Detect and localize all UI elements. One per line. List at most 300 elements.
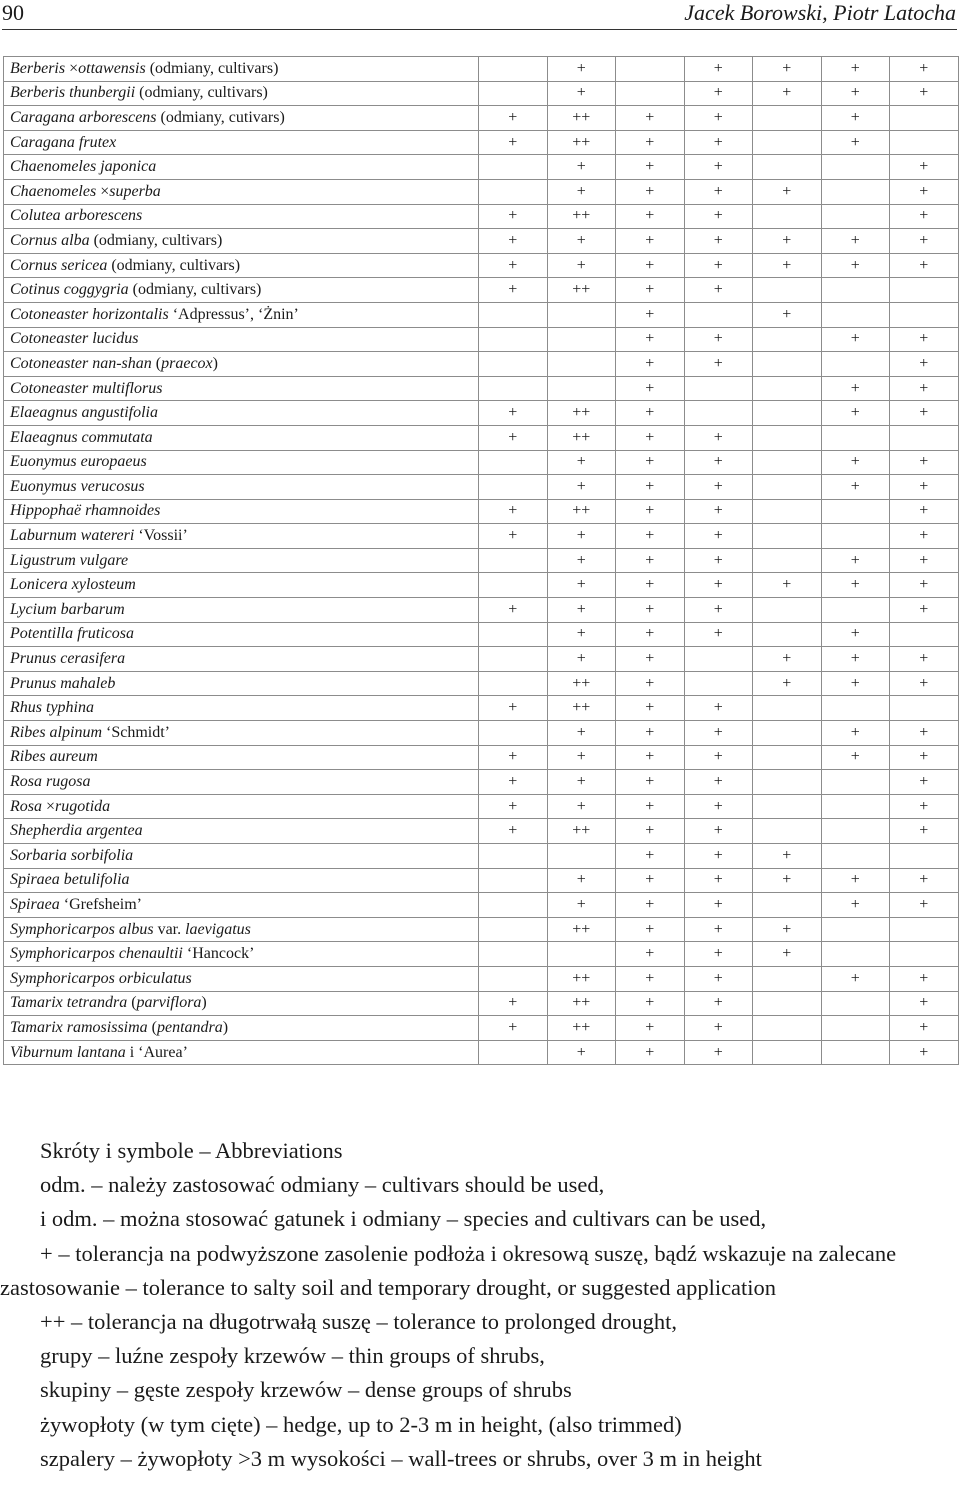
tolerance-cell	[684, 376, 753, 401]
species-name	[4, 376, 479, 401]
tolerance-cell	[547, 352, 616, 377]
species-name-part: superba	[109, 182, 161, 200]
tolerance-cell: +	[684, 229, 753, 254]
tolerance-cell: +	[684, 204, 753, 229]
page-header	[0, 0, 960, 30]
tolerance-cell: +	[684, 352, 753, 377]
tolerance-cell: +	[684, 475, 753, 500]
tolerance-cell: +	[684, 106, 753, 131]
tolerance-cell: +	[616, 917, 685, 942]
species-name-part: Rosa	[10, 797, 46, 815]
tolerance-cell	[479, 573, 548, 598]
tolerance-cell: +	[684, 868, 753, 893]
tolerance-cell	[753, 425, 822, 450]
tolerance-cell: +	[547, 647, 616, 672]
species-name	[4, 622, 479, 647]
tolerance-cell: +	[684, 499, 753, 524]
species-name-part: Euonymus verucosus	[10, 477, 145, 495]
species-name-part: ×	[46, 797, 56, 815]
tolerance-cell: +	[616, 302, 685, 327]
tolerance-cell: +	[547, 179, 616, 204]
tolerance-cell	[821, 278, 890, 303]
tolerance-cell: +	[890, 229, 959, 254]
species-name-part: Cornus alba	[10, 231, 90, 249]
tolerance-cell	[890, 622, 959, 647]
species-name-part: Lycium barbarum	[10, 600, 125, 618]
tolerance-cell: +	[616, 1016, 685, 1041]
tolerance-cell	[547, 844, 616, 869]
species-table	[3, 56, 959, 1065]
species-name	[4, 598, 479, 623]
species-name-part: Spiraea	[10, 895, 60, 913]
table-row	[4, 179, 959, 204]
tolerance-cell	[753, 991, 822, 1016]
tolerance-cell: +	[890, 573, 959, 598]
tolerance-cell	[616, 81, 685, 106]
table-row	[4, 253, 959, 278]
species-name-part: Cotoneaster nan-shan	[10, 354, 152, 372]
tolerance-cell: +	[684, 81, 753, 106]
species-name	[4, 647, 479, 672]
tolerance-cell	[890, 425, 959, 450]
tolerance-cell: +	[753, 81, 822, 106]
tolerance-cell	[547, 942, 616, 967]
tolerance-cell: +	[547, 81, 616, 106]
tolerance-cell: ++	[547, 819, 616, 844]
tolerance-cell	[821, 352, 890, 377]
tolerance-cell: +	[684, 745, 753, 770]
table-row	[4, 573, 959, 598]
tolerance-cell: +	[684, 917, 753, 942]
tolerance-cell: +	[479, 130, 548, 155]
tolerance-cell: +	[547, 57, 616, 82]
tolerance-cell: +	[684, 696, 753, 721]
table-row	[4, 942, 959, 967]
species-name	[4, 770, 479, 795]
table-row	[4, 696, 959, 721]
table-row	[4, 57, 959, 82]
tolerance-cell	[479, 1040, 548, 1065]
species-name-part: (	[151, 354, 162, 372]
species-name-part: ‘Grefsheim’	[59, 895, 142, 913]
species-name	[4, 327, 479, 352]
table-row	[4, 647, 959, 672]
tolerance-cell: +	[547, 155, 616, 180]
tolerance-cell	[684, 302, 753, 327]
tolerance-cell	[479, 647, 548, 672]
tolerance-cell: +	[684, 794, 753, 819]
tolerance-cell: +	[821, 966, 890, 991]
table-row	[4, 721, 959, 746]
tolerance-cell: +	[890, 721, 959, 746]
table-row	[4, 893, 959, 918]
tolerance-cell: +	[479, 770, 548, 795]
tolerance-cell: +	[547, 253, 616, 278]
tolerance-cell: +	[684, 450, 753, 475]
tolerance-cell	[753, 376, 822, 401]
tolerance-cell: ++	[547, 696, 616, 721]
table-row	[4, 302, 959, 327]
tolerance-cell: ++	[547, 278, 616, 303]
tolerance-cell: +	[684, 819, 753, 844]
species-name-part: ‘Hancock’	[182, 945, 255, 963]
tolerance-cell: +	[821, 671, 890, 696]
tolerance-cell: +	[890, 401, 959, 426]
tolerance-cell: +	[684, 966, 753, 991]
tolerance-cell: +	[547, 868, 616, 893]
tolerance-cell	[479, 966, 548, 991]
table-row	[4, 844, 959, 869]
tolerance-cell: +	[547, 794, 616, 819]
tolerance-cell	[821, 696, 890, 721]
tolerance-cell: ++	[547, 1016, 616, 1041]
tolerance-cell	[753, 1040, 822, 1065]
tolerance-cell	[684, 647, 753, 672]
tolerance-cell: +	[821, 573, 890, 598]
species-name-part: ‘Adpressus’, ‘Żnin’	[168, 305, 299, 323]
table-row	[4, 81, 959, 106]
tolerance-cell: +	[684, 327, 753, 352]
species-name-part: laevigatus	[185, 920, 251, 938]
tolerance-cell: +	[479, 229, 548, 254]
species-name-part: Elaeagnus commutata	[10, 428, 153, 446]
tolerance-cell: +	[616, 671, 685, 696]
table-row	[4, 524, 959, 549]
species-name-part: var.	[153, 920, 186, 938]
legend-plus: + – tolerancja na podwyższone zasolenie podłoża i okresową suszę, bądź wskazuje na zalecane zastosowanie – tolerance to salty soil and temporary drought, or suggested application	[0, 1240, 897, 1300]
tolerance-cell: ++	[547, 991, 616, 1016]
tolerance-cell	[684, 401, 753, 426]
tolerance-cell: +	[890, 1040, 959, 1065]
tolerance-cell	[890, 917, 959, 942]
tolerance-cell: +	[890, 794, 959, 819]
tolerance-cell	[753, 524, 822, 549]
species-name-part: parviflora	[136, 994, 202, 1012]
species-name	[4, 745, 479, 770]
species-name-part: Shepherdia argentea	[10, 822, 143, 840]
tolerance-cell: +	[684, 770, 753, 795]
tolerance-cell	[479, 868, 548, 893]
tolerance-cell: ++	[547, 130, 616, 155]
tolerance-cell: +	[753, 844, 822, 869]
table-row	[4, 548, 959, 573]
table-row	[4, 794, 959, 819]
species-name-part: Berberis thunbergii	[10, 84, 136, 102]
table-row	[4, 671, 959, 696]
tolerance-cell: +	[753, 917, 822, 942]
table-row	[4, 130, 959, 155]
tolerance-cell: +	[616, 598, 685, 623]
species-name-part: Ribes alpinum	[10, 723, 102, 741]
tolerance-cell: +	[821, 475, 890, 500]
tolerance-cell: +	[479, 794, 548, 819]
species-name	[4, 671, 479, 696]
tolerance-cell: +	[616, 450, 685, 475]
tolerance-cell	[821, 942, 890, 967]
tolerance-cell: +	[616, 179, 685, 204]
tolerance-cell: +	[684, 130, 753, 155]
species-name-part: Ligustrum vulgare	[10, 551, 129, 569]
tolerance-cell: +	[753, 57, 822, 82]
tolerance-cell: +	[547, 475, 616, 500]
tolerance-cell	[753, 204, 822, 229]
species-name-part: Symphoricarpos orbiculatus	[10, 969, 192, 987]
tolerance-cell: +	[821, 253, 890, 278]
tolerance-cell: +	[753, 179, 822, 204]
tolerance-cell: +	[821, 106, 890, 131]
tolerance-cell	[753, 696, 822, 721]
tolerance-cell	[479, 179, 548, 204]
species-name-part: Spiraea betulifolia	[10, 871, 130, 889]
tolerance-cell: +	[616, 425, 685, 450]
tolerance-cell: +	[890, 155, 959, 180]
running-head-authors: Jacek Borowski, Piotr Latocha	[684, 0, 956, 25]
tolerance-cell: +	[616, 696, 685, 721]
tolerance-cell: +	[547, 524, 616, 549]
species-name	[4, 475, 479, 500]
table-row	[4, 1040, 959, 1065]
species-name-part: (odmiany, cultivars)	[128, 281, 262, 299]
tolerance-cell: ++	[547, 917, 616, 942]
tolerance-cell: +	[616, 524, 685, 549]
tolerance-cell: +	[479, 819, 548, 844]
species-table-body	[4, 57, 959, 1065]
tolerance-cell: +	[684, 893, 753, 918]
tolerance-cell	[479, 376, 548, 401]
tolerance-cell	[479, 721, 548, 746]
tolerance-cell: +	[890, 893, 959, 918]
tolerance-cell: +	[547, 622, 616, 647]
header-rule	[2, 29, 957, 30]
tolerance-cell: +	[890, 548, 959, 573]
tolerance-cell: +	[616, 229, 685, 254]
species-name	[4, 524, 479, 549]
tolerance-cell: +	[616, 548, 685, 573]
tolerance-cell	[890, 278, 959, 303]
species-name-part: i ‘Aurea’	[125, 1043, 188, 1061]
tolerance-cell: +	[479, 991, 548, 1016]
tolerance-cell: +	[890, 598, 959, 623]
tolerance-cell: +	[821, 376, 890, 401]
table-row	[4, 917, 959, 942]
species-name-part: Prunus mahaleb	[10, 674, 116, 692]
tolerance-cell: +	[684, 573, 753, 598]
tolerance-cell	[753, 966, 822, 991]
tolerance-cell	[821, 917, 890, 942]
tolerance-cell	[753, 598, 822, 623]
tolerance-cell	[479, 917, 548, 942]
tolerance-cell: +	[547, 548, 616, 573]
species-name	[4, 696, 479, 721]
tolerance-cell: +	[479, 1016, 548, 1041]
tolerance-cell	[479, 622, 548, 647]
tolerance-cell: +	[890, 352, 959, 377]
tolerance-cell: +	[684, 253, 753, 278]
tolerance-cell	[479, 844, 548, 869]
tolerance-cell: +	[479, 696, 548, 721]
species-name-part: ×	[100, 182, 110, 200]
tolerance-cell	[479, 302, 548, 327]
species-name-part: Potentilla fruticosa	[10, 625, 134, 643]
table-row	[4, 598, 959, 623]
species-name-part: Euonymus europaeus	[10, 453, 147, 471]
tolerance-cell	[753, 1016, 822, 1041]
table-row	[4, 352, 959, 377]
tolerance-cell: +	[890, 450, 959, 475]
tolerance-cell	[479, 671, 548, 696]
legend-grupy: grupy – luźne zespoły krzewów – thin groups of shrubs,	[40, 1343, 545, 1369]
species-name	[4, 573, 479, 598]
tolerance-cell: ++	[547, 106, 616, 131]
species-name-part: Elaeagnus angustifolia	[10, 404, 158, 422]
tolerance-cell: +	[821, 57, 890, 82]
species-name-part: rugotida	[55, 797, 111, 815]
table-row	[4, 204, 959, 229]
species-name-part: (odmiany, cultivars)	[89, 231, 223, 249]
species-name	[4, 229, 479, 254]
species-name-part: (	[147, 1018, 157, 1036]
tolerance-cell: +	[890, 179, 959, 204]
tolerance-cell	[753, 401, 822, 426]
tolerance-cell: +	[684, 721, 753, 746]
tolerance-cell: +	[616, 155, 685, 180]
tolerance-cell: +	[616, 204, 685, 229]
tolerance-cell: +	[616, 573, 685, 598]
species-name-part: Chaenomeles	[10, 182, 101, 200]
table-row	[4, 327, 959, 352]
tolerance-cell	[547, 376, 616, 401]
species-name-part: Sorbaria sorbifolia	[10, 846, 134, 864]
species-name-part: (odmiany, cutivars)	[156, 108, 285, 126]
species-name	[4, 81, 479, 106]
tolerance-cell: +	[479, 401, 548, 426]
tolerance-cell: +	[890, 204, 959, 229]
tolerance-cell: +	[479, 278, 548, 303]
legend-title: Skróty i symbole – Abbreviations	[40, 1138, 343, 1163]
tolerance-cell: +	[890, 81, 959, 106]
tolerance-cell: +	[890, 253, 959, 278]
table-row	[4, 155, 959, 180]
species-name-part: Viburnum lantana	[10, 1043, 126, 1061]
species-name-part: Ribes aureum	[10, 748, 98, 766]
species-name-part: Cotoneaster multiflorus	[10, 379, 163, 397]
species-name-part: )	[222, 1018, 229, 1036]
tolerance-cell: +	[616, 893, 685, 918]
species-name-part: ‘Vossii’	[134, 527, 188, 545]
tolerance-cell	[479, 893, 548, 918]
species-name-part: Cornus sericea	[10, 256, 108, 274]
species-name-part: Berberis	[10, 59, 70, 77]
tolerance-cell: +	[684, 991, 753, 1016]
tolerance-cell	[821, 204, 890, 229]
tolerance-cell	[547, 302, 616, 327]
tolerance-cell: +	[547, 1040, 616, 1065]
tolerance-cell: +	[890, 819, 959, 844]
tolerance-cell	[821, 991, 890, 1016]
table-row	[4, 278, 959, 303]
tolerance-cell: +	[616, 253, 685, 278]
tolerance-cell	[821, 794, 890, 819]
tolerance-cell	[479, 942, 548, 967]
tolerance-cell: +	[616, 327, 685, 352]
tolerance-cell: +	[547, 745, 616, 770]
tolerance-cell	[479, 155, 548, 180]
tolerance-cell: +	[821, 327, 890, 352]
species-name	[4, 991, 479, 1016]
tolerance-cell	[753, 622, 822, 647]
tolerance-cell	[753, 475, 822, 500]
species-name	[4, 352, 479, 377]
tolerance-cell: +	[479, 425, 548, 450]
table-row	[4, 819, 959, 844]
tolerance-cell: +	[684, 942, 753, 967]
tolerance-cell: +	[547, 573, 616, 598]
tolerance-cell: +	[547, 450, 616, 475]
species-name	[4, 1040, 479, 1065]
tolerance-cell	[753, 327, 822, 352]
species-name-part: Tamarix tetrandra	[10, 994, 128, 1012]
tolerance-cell	[479, 57, 548, 82]
tolerance-cell: +	[890, 770, 959, 795]
tolerance-cell	[821, 499, 890, 524]
species-name-part: Cotoneaster horizontalis	[10, 305, 169, 323]
tolerance-cell	[753, 819, 822, 844]
tolerance-cell: +	[616, 1040, 685, 1065]
tolerance-cell: +	[616, 745, 685, 770]
species-name-part: Rhus typhina	[10, 699, 94, 717]
species-name	[4, 130, 479, 155]
tolerance-cell: +	[890, 1016, 959, 1041]
species-name-part: (odmiany, cultivars)	[145, 59, 279, 77]
tolerance-cell: +	[821, 130, 890, 155]
tolerance-cell: +	[616, 106, 685, 131]
table-row	[4, 1016, 959, 1041]
table-row	[4, 425, 959, 450]
species-name-part: ×	[69, 59, 79, 77]
table-row	[4, 966, 959, 991]
table-row	[4, 622, 959, 647]
tolerance-cell: +	[547, 893, 616, 918]
tolerance-cell: +	[479, 499, 548, 524]
species-name	[4, 450, 479, 475]
species-name	[4, 1016, 479, 1041]
species-name	[4, 893, 479, 918]
tolerance-cell: +	[753, 253, 822, 278]
table-row	[4, 868, 959, 893]
species-name	[4, 57, 479, 82]
tolerance-cell: +	[821, 548, 890, 573]
tolerance-cell: +	[890, 647, 959, 672]
tolerance-cell: +	[821, 721, 890, 746]
tolerance-cell: +	[821, 401, 890, 426]
table-row	[4, 499, 959, 524]
species-name-part: Caragana arborescens	[10, 108, 157, 126]
tolerance-cell: ++	[547, 204, 616, 229]
tolerance-cell: +	[684, 179, 753, 204]
tolerance-cell: +	[616, 475, 685, 500]
tolerance-cell: +	[821, 893, 890, 918]
tolerance-cell: +	[753, 868, 822, 893]
tolerance-cell: +	[684, 844, 753, 869]
tolerance-cell: +	[821, 229, 890, 254]
legend-skupiny: skupiny – gęste zespoły krzewów – dense groups of shrubs	[40, 1377, 572, 1403]
species-name-part: Tamarix ramosissima	[10, 1018, 148, 1036]
species-name-part: (odmiany, cultivars)	[135, 84, 268, 102]
tolerance-cell: +	[684, 425, 753, 450]
tolerance-cell: +	[821, 450, 890, 475]
species-name	[4, 844, 479, 869]
tolerance-cell	[821, 155, 890, 180]
